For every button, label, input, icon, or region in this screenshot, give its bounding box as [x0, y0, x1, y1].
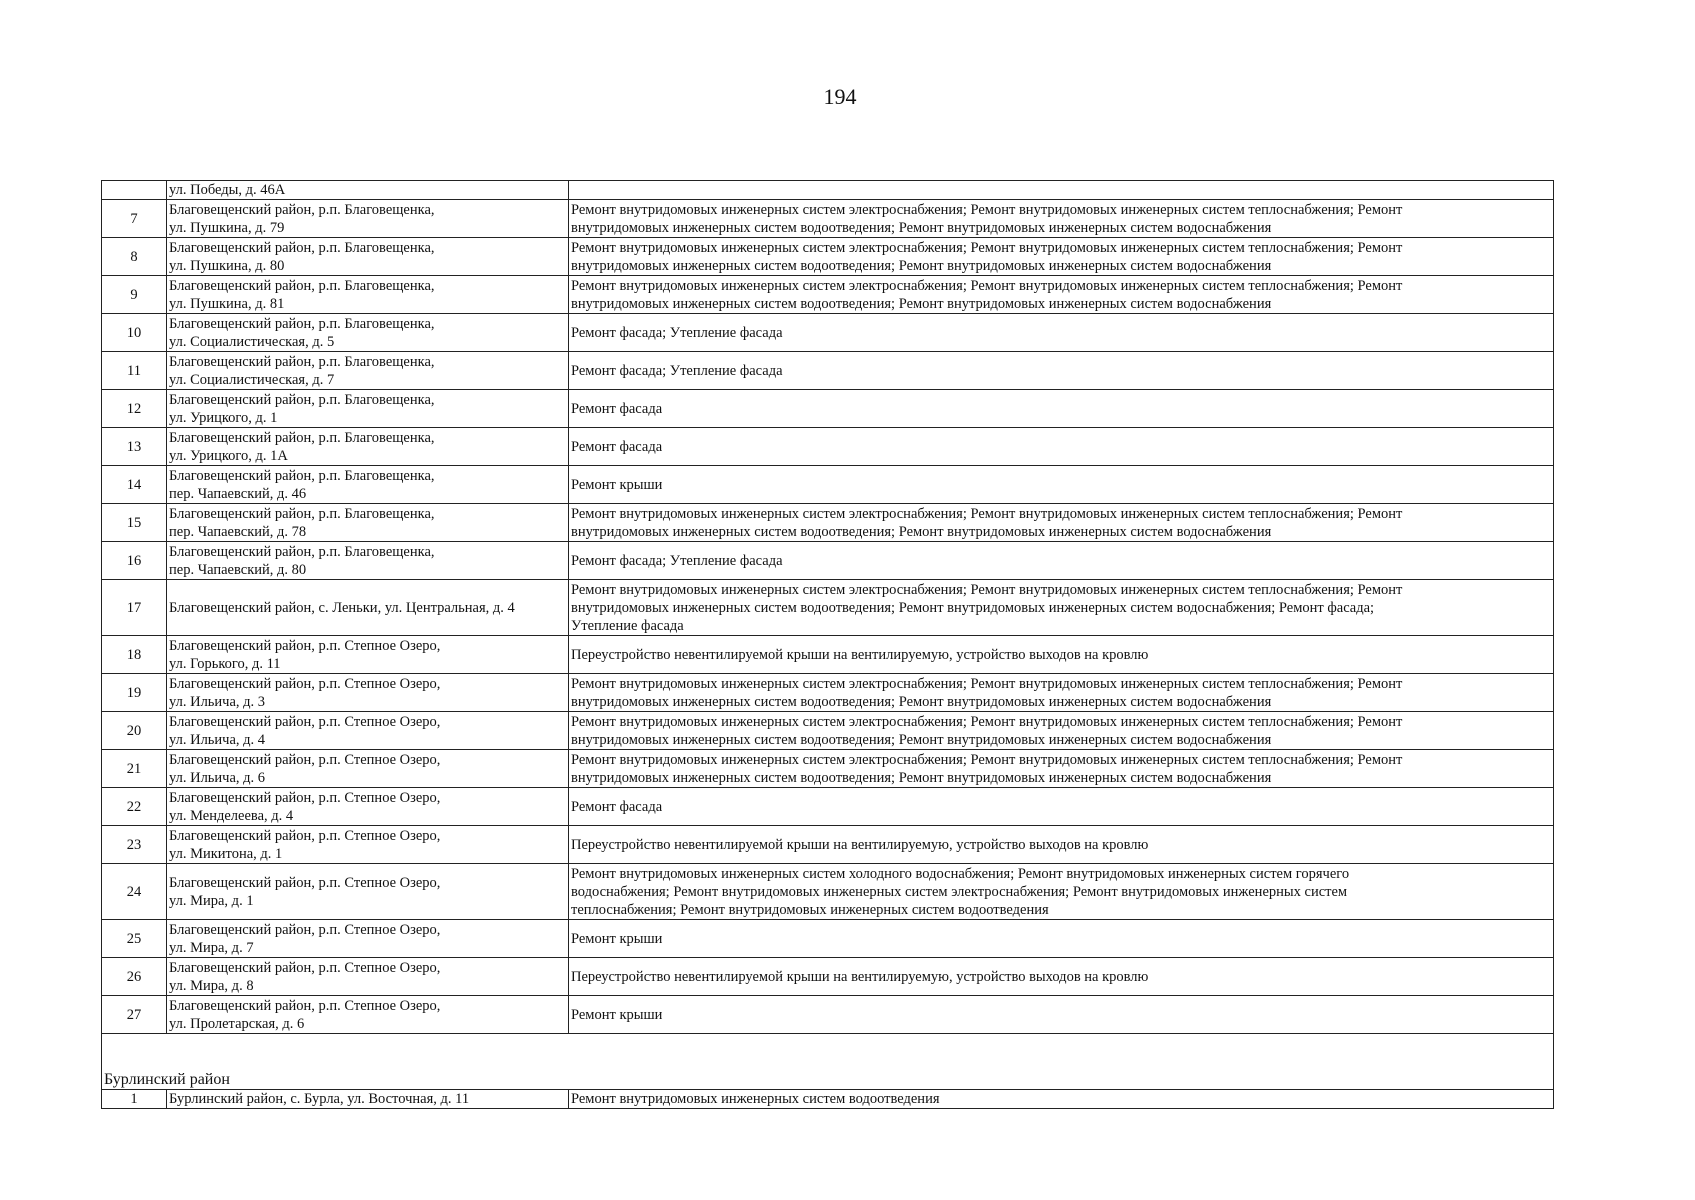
table-row	[102, 352, 1554, 390]
work-cell	[569, 580, 1554, 636]
table-row	[102, 864, 1554, 920]
row-number-cell	[102, 181, 167, 200]
work-line: Ремонт внутридомовых инженерных систем электроснабжения; Ремонт внутридомовых инженерных систем теплоснабжения; Ремонт	[571, 277, 1403, 294]
row-number-cell: 27	[102, 996, 167, 1034]
address-line: ул. Менделеева, д. 4	[169, 807, 294, 824]
work-line: Ремонт внутридомовых инженерных систем электроснабжения; Ремонт внутридомовых инженерных систем теплоснабжения; Ремонт	[571, 581, 1403, 598]
table-row	[102, 181, 1554, 200]
work-cell	[569, 958, 1554, 996]
table-row	[102, 712, 1554, 750]
row-number-cell: 16	[102, 542, 167, 580]
table-row	[102, 1090, 1554, 1109]
table-row	[102, 788, 1554, 826]
address-cell	[167, 636, 569, 674]
section-row	[102, 1034, 1554, 1090]
address-line: Благовещенский район, р.п. Степное Озеро,	[169, 827, 441, 844]
address-line: ул. Пушкина, д. 79	[169, 219, 285, 236]
address-line: ул. Пушкина, д. 80	[169, 257, 285, 274]
work-cell	[569, 238, 1554, 276]
row-number-cell: 20	[102, 712, 167, 750]
table-row	[102, 466, 1554, 504]
work-line: внутридомовых инженерных систем водоотведения; Ремонт внутридомовых инженерных систем водоснабжения	[571, 219, 1272, 236]
table-row	[102, 314, 1554, 352]
table-row	[102, 276, 1554, 314]
work-cell	[569, 1090, 1554, 1109]
address-line: Благовещенский район, р.п. Степное Озеро,	[169, 713, 441, 730]
address-line: ул. Социалистическая, д. 5	[169, 333, 335, 350]
work-line: внутридомовых инженерных систем водоотведения; Ремонт внутридомовых инженерных систем водоснабжения	[571, 295, 1272, 312]
table-row	[102, 542, 1554, 580]
work-line: внутридомовых инженерных систем водоотведения; Ремонт внутридомовых инженерных систем водоснабжения	[571, 693, 1272, 710]
work-line: Ремонт внутридомовых инженерных систем электроснабжения; Ремонт внутридомовых инженерных систем теплоснабжения; Ремонт	[571, 713, 1403, 730]
table-row	[102, 636, 1554, 674]
work-line: Ремонт крыши	[571, 930, 663, 947]
address-cell	[167, 864, 569, 920]
address-line: ул. Горького, д. 11	[169, 655, 281, 672]
address-line: пер. Чапаевский, д. 78	[169, 523, 307, 540]
address-cell	[167, 314, 569, 352]
work-cell	[569, 750, 1554, 788]
page-number: 194	[823, 84, 857, 109]
address-cell	[167, 788, 569, 826]
address-line: Благовещенский район, р.п. Благовещенка,	[169, 429, 435, 446]
address-cell	[167, 1090, 569, 1109]
work-cell	[569, 788, 1554, 826]
address-line: Благовещенский район, р.п. Благовещенка,	[169, 353, 435, 370]
address-cell	[167, 996, 569, 1034]
row-number-cell: 14	[102, 466, 167, 504]
work-cell	[569, 636, 1554, 674]
row-number-cell: 22	[102, 788, 167, 826]
address-line: Бурлинский район, с. Бурла, ул. Восточная, д. 11	[169, 1091, 470, 1107]
work-cell	[569, 181, 1554, 200]
table-row	[102, 920, 1554, 958]
work-line: теплоснабжения; Ремонт внутридомовых инженерных систем водоотведения	[571, 901, 1049, 918]
work-line: Ремонт внутридомовых инженерных систем электроснабжения; Ремонт внутридомовых инженерных систем теплоснабжения; Ремонт	[571, 239, 1403, 256]
table-row	[102, 996, 1554, 1034]
address-cell	[167, 504, 569, 542]
work-line: внутридомовых инженерных систем водоотведения; Ремонт внутридомовых инженерных систем водоснабжения	[571, 523, 1272, 540]
address-cell	[167, 750, 569, 788]
work-cell	[569, 200, 1554, 238]
address-line: пер. Чапаевский, д. 80	[169, 561, 307, 578]
address-line: пер. Чапаевский, д. 46	[169, 485, 307, 502]
work-cell	[569, 674, 1554, 712]
work-cell	[569, 712, 1554, 750]
row-number-cell: 24	[102, 864, 167, 920]
work-cell	[569, 920, 1554, 958]
address-line: ул. Урицкого, д. 1А	[169, 447, 288, 464]
work-line: Переустройство невентилируемой крыши на вентилируемую, устройство выходов на кровлю	[571, 646, 1149, 663]
address-line: Благовещенский район, р.п. Степное Озеро,	[169, 997, 441, 1014]
work-line: Ремонт фасада	[571, 438, 663, 455]
table-row	[102, 580, 1554, 636]
work-line: внутридомовых инженерных систем водоотведения; Ремонт внутридомовых инженерных систем водоснабжения; Ремонт фасада;	[571, 599, 1375, 616]
work-cell	[569, 276, 1554, 314]
address-line: ул. Победы, д. 46А	[169, 182, 286, 198]
address-line: ул. Ильича, д. 6	[169, 769, 266, 786]
work-line: Ремонт фасада; Утепление фасада	[571, 324, 783, 341]
row-number-cell: 18	[102, 636, 167, 674]
row-number-cell: 19	[102, 674, 167, 712]
address-line: ул. Микитона, д. 1	[169, 845, 283, 862]
address-line: Благовещенский район, р.п. Степное Озеро,	[169, 637, 441, 654]
work-line: внутридомовых инженерных систем водоотведения; Ремонт внутридомовых инженерных систем водоснабжения	[571, 731, 1272, 748]
work-cell	[569, 864, 1554, 920]
address-cell	[167, 276, 569, 314]
table-row	[102, 390, 1554, 428]
address-line: ул. Ильича, д. 3	[169, 693, 266, 710]
address-line: Благовещенский район, р.п. Благовещенка,	[169, 239, 435, 256]
work-cell	[569, 352, 1554, 390]
repair-table	[101, 180, 1554, 1109]
row-number-cell: 23	[102, 826, 167, 864]
address-cell	[167, 466, 569, 504]
table-row	[102, 504, 1554, 542]
table-body	[102, 181, 1554, 1109]
work-line: Ремонт внутридомовых инженерных систем электроснабжения; Ремонт внутридомовых инженерных систем теплоснабжения; Ремонт	[571, 675, 1403, 692]
address-cell	[167, 580, 569, 636]
address-cell	[167, 712, 569, 750]
address-line: Благовещенский район, р.п. Благовещенка,	[169, 543, 435, 560]
work-line: Ремонт внутридомовых инженерных систем электроснабжения; Ремонт внутридомовых инженерных систем теплоснабжения; Ремонт	[571, 505, 1403, 522]
address-cell	[167, 181, 569, 200]
address-cell	[167, 390, 569, 428]
table-row	[102, 958, 1554, 996]
work-line: Ремонт фасада; Утепление фасада	[571, 362, 783, 379]
work-line: Утепление фасада	[571, 617, 684, 634]
address-line: ул. Урицкого, д. 1	[169, 409, 278, 426]
table-row	[102, 428, 1554, 466]
work-cell	[569, 542, 1554, 580]
address-line: Благовещенский район, р.п. Степное Озеро,	[169, 675, 441, 692]
address-cell	[167, 958, 569, 996]
work-line: Переустройство невентилируемой крыши на вентилируемую, устройство выходов на кровлю	[571, 968, 1149, 985]
row-number-cell: 17	[102, 580, 167, 636]
work-line: Ремонт внутридомовых инженерных систем электроснабжения; Ремонт внутридомовых инженерных систем теплоснабжения; Ремонт	[571, 201, 1403, 218]
address-line: Благовещенский район, р.п. Благовещенка,	[169, 315, 435, 332]
table-row	[102, 826, 1554, 864]
row-number-cell: 26	[102, 958, 167, 996]
work-cell	[569, 466, 1554, 504]
work-cell	[569, 996, 1554, 1034]
work-cell	[569, 504, 1554, 542]
work-line: Ремонт фасада; Утепление фасада	[571, 552, 783, 569]
row-number-cell: 8	[102, 238, 167, 276]
work-line: Ремонт крыши	[571, 476, 663, 493]
address-line: Благовещенский район, р.п. Степное Озеро,	[169, 874, 441, 891]
address-line: ул. Мира, д. 8	[169, 977, 254, 994]
work-line: внутридомовых инженерных систем водоотведения; Ремонт внутридомовых инженерных систем водоснабжения	[571, 257, 1272, 274]
work-cell	[569, 314, 1554, 352]
work-line: Ремонт крыши	[571, 1006, 663, 1023]
work-line: Ремонт внутридомовых инженерных систем холодного водоснабжения; Ремонт внутридомовых инженерных систем горячего	[571, 865, 1350, 882]
address-cell	[167, 200, 569, 238]
address-line: ул. Пушкина, д. 81	[169, 295, 285, 312]
address-line: Благовещенский район, р.п. Благовещенка,	[169, 201, 435, 218]
address-cell	[167, 542, 569, 580]
address-cell	[167, 674, 569, 712]
work-line: Переустройство невентилируемой крыши на вентилируемую, устройство выходов на кровлю	[571, 836, 1149, 853]
row-number-cell: 10	[102, 314, 167, 352]
row-number-cell: 13	[102, 428, 167, 466]
table-row	[102, 238, 1554, 276]
address-line: ул. Мира, д. 7	[169, 939, 254, 956]
address-line: ул. Пролетарская, д. 6	[169, 1015, 305, 1032]
address-line: Благовещенский район, р.п. Степное Озеро,	[169, 959, 441, 976]
work-cell	[569, 428, 1554, 466]
work-line: Ремонт фасада	[571, 798, 663, 815]
table-row	[102, 674, 1554, 712]
address-line: ул. Мира, д. 1	[169, 892, 254, 909]
address-line: ул. Ильича, д. 4	[169, 731, 266, 748]
address-line: Благовещенский район, р.п. Благовещенка,	[169, 505, 435, 522]
section-cell	[102, 1034, 1554, 1090]
row-number-cell: 11	[102, 352, 167, 390]
address-line: Благовещенский район, с. Леньки, ул. Центральная, д. 4	[169, 599, 515, 616]
row-number-cell: 1	[102, 1090, 167, 1109]
work-cell	[569, 826, 1554, 864]
row-number-cell: 7	[102, 200, 167, 238]
address-line: Благовещенский район, р.п. Степное Озеро,	[169, 789, 441, 806]
address-line: Благовещенский район, р.п. Благовещенка,	[169, 277, 435, 294]
work-line: Ремонт внутридомовых инженерных систем водоотведения	[571, 1091, 940, 1107]
address-cell	[167, 920, 569, 958]
address-cell	[167, 238, 569, 276]
table-row	[102, 200, 1554, 238]
work-cell	[569, 390, 1554, 428]
address-line: Благовещенский район, р.п. Благовещенка,	[169, 391, 435, 408]
address-cell	[167, 428, 569, 466]
address-line: Благовещенский район, р.п. Степное Озеро,	[169, 921, 441, 938]
work-line: Ремонт внутридомовых инженерных систем электроснабжения; Ремонт внутридомовых инженерных систем теплоснабжения; Ремонт	[571, 751, 1403, 768]
address-line: Благовещенский район, р.п. Благовещенка,	[169, 467, 435, 484]
row-number-cell: 12	[102, 390, 167, 428]
address-cell	[167, 352, 569, 390]
address-cell	[167, 826, 569, 864]
section-label: Бурлинский район	[104, 1071, 230, 1088]
work-line: водоснабжения; Ремонт внутридомовых инженерных систем электроснабжения; Ремонт внутридомовых инженерных систем	[571, 883, 1348, 900]
row-number-cell: 25	[102, 920, 167, 958]
work-line: Ремонт фасада	[571, 400, 663, 417]
address-line: Благовещенский район, р.п. Степное Озеро,	[169, 751, 441, 768]
row-number-cell: 15	[102, 504, 167, 542]
work-line: внутридомовых инженерных систем водоотведения; Ремонт внутридомовых инженерных систем водоснабжения	[571, 769, 1272, 786]
address-line: ул. Социалистическая, д. 7	[169, 371, 335, 388]
table-row	[102, 750, 1554, 788]
row-number-cell: 21	[102, 750, 167, 788]
row-number-cell: 9	[102, 276, 167, 314]
